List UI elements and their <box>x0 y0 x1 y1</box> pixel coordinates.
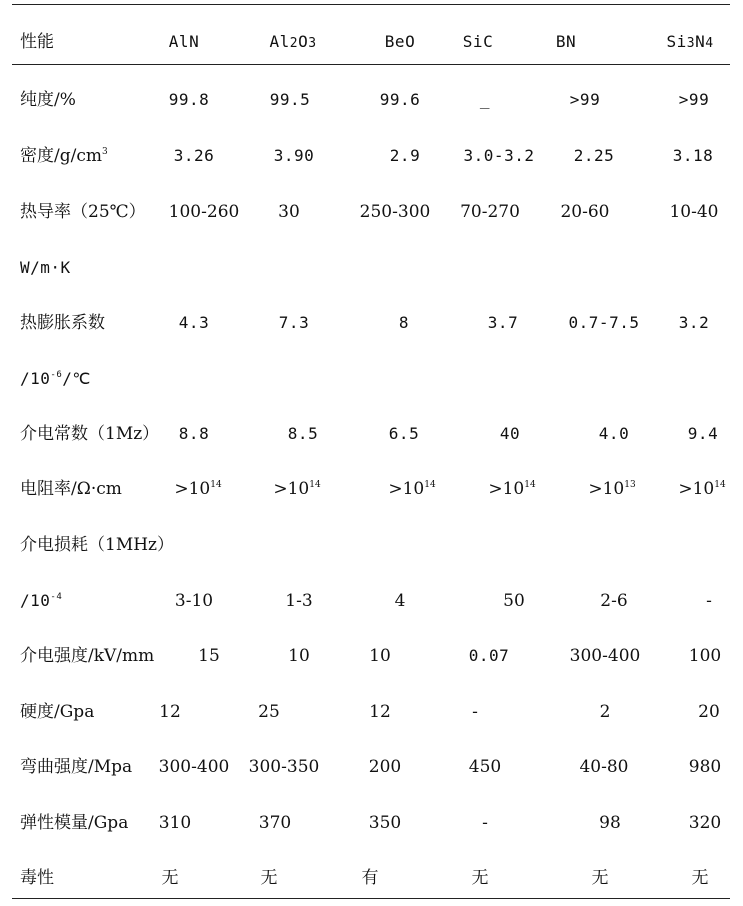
cell-sic: 50 <box>503 591 525 611</box>
row-label: 介电强度/kV/mm <box>20 646 155 666</box>
cell-al2o3: 99.5 <box>269 90 311 109</box>
cell-beo: 350 <box>368 813 402 833</box>
table-row-thermal-expansion <box>0 295 743 351</box>
cell-bn: 98 <box>599 813 621 833</box>
cell-bn: 2-6 <box>600 591 628 611</box>
cell-sic: 450 <box>468 757 502 777</box>
table-row-dielectric-loss <box>0 517 743 573</box>
cell-bn: 无 <box>591 868 609 888</box>
table-header-row <box>0 14 743 70</box>
cell-bn: 2.25 <box>573 146 615 165</box>
cell-aln: 3-10 <box>174 591 214 611</box>
cell-aln: 310 <box>158 813 192 833</box>
cell-aln: 3.26 <box>173 146 215 165</box>
row-label: 介电常数（1Mz） <box>20 424 160 444</box>
header-label: 性能 <box>20 32 54 52</box>
cell-aln: 4.3 <box>178 313 210 332</box>
cell-sic: - <box>482 813 488 833</box>
cell-al2o3: 无 <box>260 868 278 888</box>
cell-si3n4: 980 <box>688 757 722 777</box>
cell-al2o3: 30 <box>278 202 300 222</box>
cell-aln: 300-400 <box>158 757 230 777</box>
table-row-thermal-conductivity <box>0 184 743 240</box>
cell-sic: 3.0-3.2 <box>463 146 535 165</box>
cell-sic: - <box>472 702 478 722</box>
cell-beo: 8 <box>398 313 410 332</box>
cell-sic: $>10^{14}$ <box>488 479 536 499</box>
table-row-thermal-expansion-unit <box>0 351 743 407</box>
cell-sic: 70-270 <box>460 202 520 222</box>
cell-al2o3: 8.5 <box>287 424 319 443</box>
header-material-sic: SiC <box>462 32 494 51</box>
cell-bn: 0.7-7.5 <box>568 313 640 332</box>
cell-beo: 10 <box>369 646 391 666</box>
row-label: 热膨胀系数 <box>20 313 105 333</box>
top-rule <box>12 4 730 5</box>
cell-bn: 20-60 <box>560 202 610 222</box>
row-label: $/10^{-6}/℃$ <box>20 369 91 388</box>
header-material-aln: AlN <box>168 32 200 51</box>
cell-si3n4: 100 <box>688 646 722 666</box>
header-material-beo: BeO <box>384 32 416 51</box>
cell-al2o3: 370 <box>258 813 292 833</box>
table-row-hardness <box>0 684 743 740</box>
header-material-bn: BN <box>555 32 577 51</box>
row-label: 弯曲强度/Mpa <box>20 757 133 777</box>
cell-si3n4: >99 <box>678 90 710 109</box>
cell-bn: 4.0 <box>598 424 630 443</box>
table-row-density <box>0 128 743 184</box>
cell-al2o3: 7.3 <box>278 313 310 332</box>
table-row-dielectric-strength <box>0 628 743 684</box>
cell-bn: $>10^{13}$ <box>588 479 636 499</box>
table-row-thermal-conductivity-unit <box>0 240 743 296</box>
row-label: W/m·K <box>20 258 71 277</box>
cell-beo: $>10^{14}$ <box>388 479 436 499</box>
cell-beo: 有 <box>361 868 379 888</box>
cell-beo: 12 <box>369 702 391 722</box>
cell-beo: 4 <box>394 591 406 611</box>
cell-beo: 99.6 <box>379 90 421 109</box>
header-material-al2o3: Al2O3 <box>269 32 317 51</box>
cell-al2o3: 25 <box>258 702 280 722</box>
row-label: 热导率（25℃） <box>20 202 146 222</box>
cell-aln: 12 <box>159 702 181 722</box>
cell-al2o3: 1-3 <box>285 591 313 611</box>
cell-sic: _ <box>479 90 491 109</box>
cell-al2o3: 300-350 <box>248 757 320 777</box>
table-row-purity <box>0 72 743 128</box>
cell-bn: 300-400 <box>569 646 641 666</box>
table-row-flexural-strength <box>0 739 743 795</box>
cell-aln: 100-260 <box>168 202 240 222</box>
cell-si3n4: 无 <box>691 868 709 888</box>
cell-si3n4: - <box>706 591 712 611</box>
table-row-dielectric-constant <box>0 406 743 462</box>
cell-aln: $>10^{14}$ <box>174 479 222 499</box>
row-label: 介电损耗（1MHz） <box>20 535 175 555</box>
cell-al2o3: 3.90 <box>273 146 315 165</box>
table-row-elastic-modulus <box>0 795 743 851</box>
cell-si3n4: 3.18 <box>672 146 714 165</box>
row-label: 电阻率/Ω·cm <box>20 479 122 499</box>
table-row-dielectric-loss-unit <box>0 573 743 629</box>
cell-aln: 8.8 <box>178 424 210 443</box>
cell-si3n4: 3.2 <box>678 313 710 332</box>
cell-al2o3: 10 <box>288 646 310 666</box>
cell-si3n4: 10-40 <box>669 202 719 222</box>
row-label: 硬度/Gpa <box>20 702 95 722</box>
cell-bn: 40-80 <box>579 757 629 777</box>
row-label: 毒性 <box>20 868 54 888</box>
cell-beo: 250-300 <box>359 202 431 222</box>
cell-bn: 2 <box>599 702 611 722</box>
cell-beo: 6.5 <box>388 424 420 443</box>
cell-beo: 200 <box>368 757 402 777</box>
cell-si3n4: 320 <box>688 813 722 833</box>
row-label: 弹性模量/Gpa <box>20 813 129 833</box>
cell-aln: 无 <box>161 868 179 888</box>
cell-aln: 99.8 <box>168 90 210 109</box>
table-row-toxicity <box>0 850 743 906</box>
header-material-si3n4: Si3N4 <box>666 32 714 51</box>
cell-si3n4: 9.4 <box>687 424 719 443</box>
cell-sic: 0.07 <box>468 646 510 665</box>
cell-bn: >99 <box>569 90 601 109</box>
cell-al2o3: $>10^{14}$ <box>273 479 321 499</box>
cell-si3n4: $>10^{14}$ <box>678 479 726 499</box>
cell-aln: 15 <box>198 646 220 666</box>
row-label: 密度$/g/cm^3$ <box>20 146 108 166</box>
row-label: 纯度/% <box>20 90 76 110</box>
cell-beo: 2.9 <box>389 146 421 165</box>
cell-si3n4: 20 <box>698 702 720 722</box>
cell-sic: 无 <box>471 868 489 888</box>
row-label: $/10^{-4}$ <box>20 591 63 610</box>
cell-sic: 40 <box>499 424 521 443</box>
cell-sic: 3.7 <box>487 313 519 332</box>
table-row-resistivity <box>0 461 743 517</box>
